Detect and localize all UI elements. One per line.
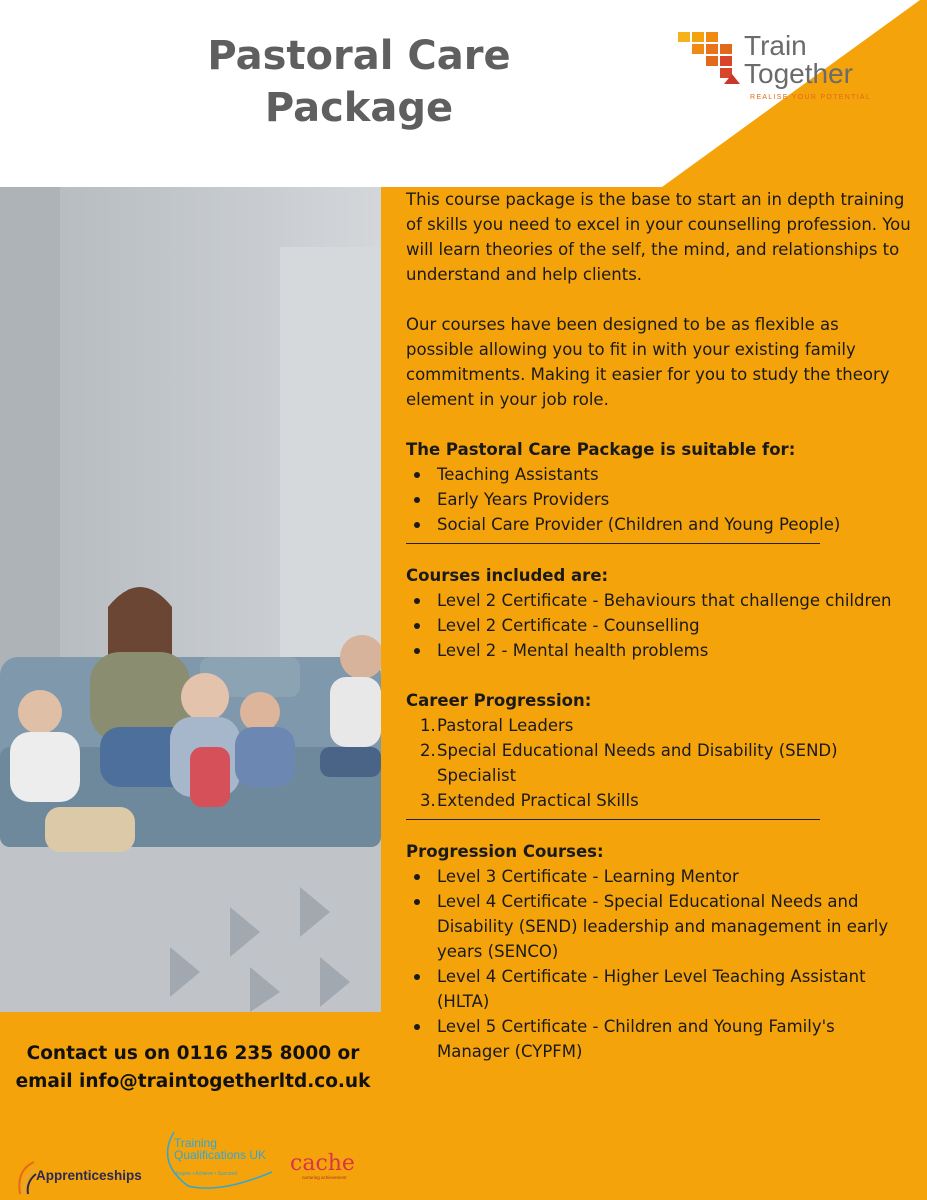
list-item: Level 2 Certificate - Counselling	[406, 613, 911, 638]
courses-list	[406, 588, 911, 663]
list-item: Social Care Provider (Children and Young People)	[406, 512, 911, 537]
tq-line1: Training	[174, 1136, 217, 1150]
list-item	[406, 713, 911, 738]
list-item: Level 5 Certificate - Children and Young Family's Manager (CYPFM)	[406, 1014, 911, 1064]
logo-word-together: Together	[744, 58, 853, 89]
intro-paragraph-2: Our courses have been designed to be as flexible as possible allowing you to fit in with your existing family commitments. Making it easier for you to study the theory element in your job role.	[406, 315, 890, 409]
divider	[406, 813, 820, 820]
page-title: Pastoral Care Package	[207, 33, 511, 131]
list-item	[406, 788, 911, 813]
list-number: 1.	[420, 716, 436, 735]
train-together-logo-icon	[676, 30, 742, 88]
list-item: Early Years Providers	[406, 487, 911, 512]
list-item: Level 2 - Mental health problems	[406, 638, 911, 663]
content-column	[406, 187, 911, 1064]
family-photo	[0, 187, 381, 1012]
tq-tagline: Inspire • Achieve • Succeed	[176, 1171, 238, 1177]
list-number: 2.	[420, 741, 436, 760]
list-item: Level 4 Certificate - Special Educational Needs and Disability (SEND) leadership and management in early years (SENCO)	[406, 889, 911, 964]
logo-word-train: Train	[744, 30, 807, 61]
cache-tagline: nurturing achievement	[302, 1175, 347, 1180]
suitable-list	[406, 462, 911, 537]
tq-logo-text	[174, 1137, 266, 1161]
list-text: Special Educational Needs and Disability (SEND) Specialist	[437, 741, 838, 785]
progression-heading: Progression Courses:	[406, 842, 604, 861]
suitable-heading: The Pastoral Care Package is suitable for:	[406, 440, 796, 459]
contact-phone-line: Contact us on 0116 235 8000 or	[26, 1043, 360, 1064]
career-heading: Career Progression:	[406, 691, 592, 710]
train-together-logo	[676, 30, 886, 110]
partner-logos	[0, 1125, 380, 1200]
progression-list	[406, 864, 911, 1064]
intro-paragraph-1: This course package is the base to start an in depth training of skills you need to excel in your counselling profession. You will learn theories of the self, the mind, and relationships to understand and help clients.	[406, 190, 911, 284]
tq-line2: Qualifications UK	[174, 1148, 267, 1162]
apprenticeships-logo-text: Apprenticeships	[36, 1168, 142, 1183]
divider	[406, 537, 820, 544]
list-item	[406, 738, 911, 788]
list-text: Pastoral Leaders	[437, 716, 574, 735]
contact-email-line: email info@traintogetherltd.co.uk	[15, 1071, 371, 1092]
list-text: Extended Practical Skills	[437, 791, 639, 810]
logo-tagline: REALISE YOUR POTENTIAL	[750, 94, 872, 101]
cache-logo-text: cache	[290, 1151, 355, 1176]
list-item: Teaching Assistants	[406, 462, 911, 487]
courses-heading: Courses included are:	[406, 566, 609, 585]
list-item: Level 4 Certificate - Higher Level Teaching Assistant (HLTA)	[406, 964, 911, 1014]
list-item: Level 2 Certificate - Behaviours that challenge children	[406, 588, 911, 613]
list-number: 3.	[420, 791, 436, 810]
family-on-sofa-photo	[0, 187, 381, 1012]
contact-block	[0, 1040, 386, 1096]
list-item: Level 3 Certificate - Learning Mentor	[406, 864, 911, 889]
career-list	[406, 713, 911, 813]
apprenticeships-swirl-icon	[14, 1160, 38, 1196]
